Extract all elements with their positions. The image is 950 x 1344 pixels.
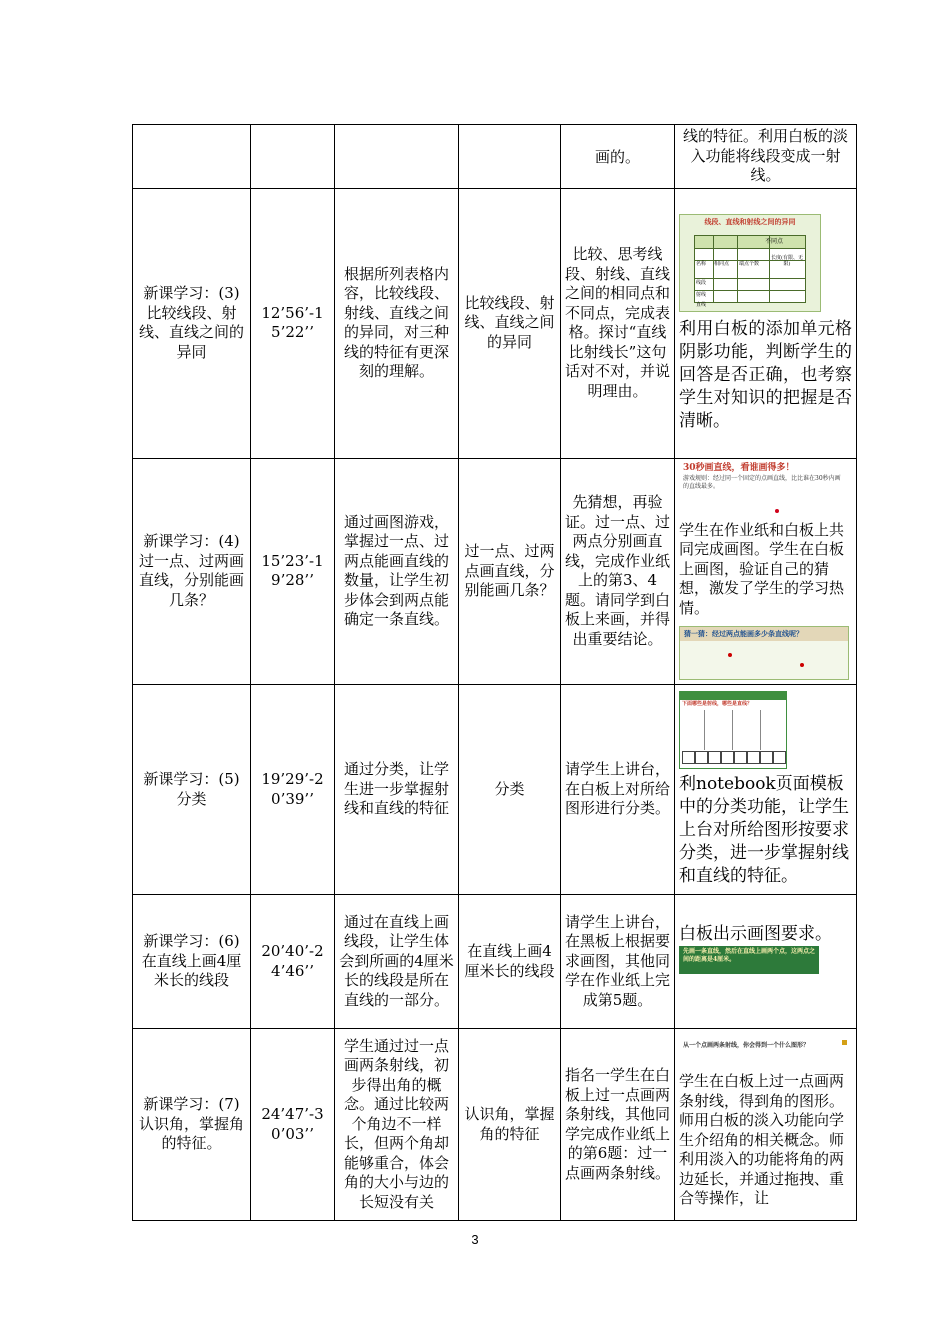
tech-cell	[675, 895, 857, 1029]
time-cell: 19’29’-20’39’’	[251, 685, 335, 895]
shape-tile	[760, 751, 773, 764]
row-segment: 线段	[696, 279, 707, 286]
tech-description: 学生在白板上过一点画两条射线，得到角的图形。师用白板的淡入功能向学生介绍角的相关概念。师利用淡入的功能将角的两边延长，并通过拖拽、重合等操作，让	[679, 1072, 845, 1208]
page-number: 3	[471, 1232, 479, 1247]
screenshot-title: 下面哪些是射线，哪些是直线？	[682, 701, 753, 707]
tech-description: 学生在作业纸和白板上共同完成画图。学生在白板上画图，验证自己的猜想，激发了学生的学习热情。	[679, 520, 845, 617]
table-row	[133, 125, 857, 189]
whiteboard-screenshot-requirement	[679, 946, 819, 974]
shape-tile	[773, 751, 786, 764]
table-row	[133, 188, 857, 458]
whiteboard-screenshot-angle	[679, 1040, 847, 1070]
time-cell: 12’56’-15’22’’	[251, 188, 335, 458]
screenshot-title: 线段、直线和射线之间的异同	[704, 216, 796, 226]
header-endpoints: 端点个数	[739, 260, 760, 267]
intent-cell: 通过分类，让学生进一步掌握射线和直线的特征	[335, 685, 459, 895]
point-a-icon	[728, 653, 732, 657]
screenshot-rules: 游戏规则：经过同一个固定的点画直线，比比谁在30秒内画的直线最多。	[683, 474, 841, 490]
intent-cell: 通过画图游戏，掌握过一点、过两点能画直线的数量，让学生初步体会到两点能确定一条直线。	[335, 458, 459, 685]
activity-cell: 请学生上讲台，在黑板上根据要求画图，其他同学在作业纸上完成第5题。	[561, 895, 675, 1029]
table-row	[133, 895, 857, 1029]
tech-cell	[675, 1029, 857, 1221]
activity-cell: 画的。	[561, 125, 675, 189]
stage-cell: 新课学习：(3)比较线段、射线、直线之间的异同	[133, 188, 251, 458]
fixed-point-icon	[775, 509, 779, 513]
header-name: 名称	[696, 260, 707, 267]
whiteboard-screenshot-compare-table	[679, 214, 821, 312]
content-cell: 过一点、过两点画直线，分别能画几条？	[459, 458, 561, 685]
whiteboard-screenshot-classify	[679, 691, 787, 769]
tech-cell	[675, 188, 857, 458]
shape-tile	[708, 751, 721, 764]
row-ray: 射线	[696, 291, 707, 298]
stage-cell: 新课学习：(7)认识角，掌握角的特征。	[133, 1029, 251, 1221]
tech-description: 白板出示画图要求。	[679, 924, 832, 944]
screenshot-title: 猜一猜：经过两点能画多少条直线呢？	[680, 627, 848, 641]
compare-table-grid	[694, 235, 806, 308]
shape-tile	[695, 751, 708, 764]
whiteboard-screenshot-game	[679, 461, 847, 519]
stage-cell	[133, 125, 251, 189]
content-cell: 在直线上画4厘米长的线段	[459, 895, 561, 1029]
stage-cell: 新课学习：(6)在直线上画4厘米长的线段	[133, 895, 251, 1029]
lesson-plan-table	[132, 124, 857, 1221]
tech-cell: 线的特征。利用白板的淡入功能将线段变成一射线。	[675, 125, 857, 189]
shape-tile	[734, 751, 747, 764]
activity-cell: 比较、思考线段、射线、直线之间的相同点和不同点，完成表格。探讨“直线比射线长”这句话对不对，并说明理由。	[561, 188, 675, 458]
screenshot-title: 30秒画直线，看谁画得多！	[683, 462, 795, 473]
content-cell: 分类	[459, 685, 561, 895]
time-cell: 20’40’-24’46’’	[251, 895, 335, 1029]
table-row	[133, 458, 857, 685]
screenshot-title: 先画一条直线，然后在直线上画两个点，这两点之间的距离是4厘米。	[683, 948, 816, 963]
stage-cell: 新课学习：(5)分类	[133, 685, 251, 895]
time-cell	[251, 125, 335, 189]
time-cell: 15’23’-19’28’’	[251, 458, 335, 685]
point-b-icon	[800, 663, 804, 667]
content-cell: 认识角，掌握角的特征	[459, 1029, 561, 1221]
whiteboard-screenshot-guess	[679, 626, 849, 680]
corner-marker-icon	[842, 1040, 847, 1045]
intent-cell: 通过在直线上画线段，让学生体会到所画的4厘米长的线段是所在直线的一部分。	[335, 895, 459, 1029]
table-row	[133, 685, 857, 895]
activity-cell: 请学生上讲台，在白板上对所给图形进行分类。	[561, 685, 675, 895]
shape-tile	[682, 751, 695, 764]
tech-cell	[675, 458, 857, 685]
intent-cell: 学生通过过一点画两条射线，初步得出角的概念。通过比较两个角边不一样长，但两个角却能够重合，体会角的大小与边的长短没有关	[335, 1029, 459, 1221]
content-cell: 比较线段、射线、直线之间的异同	[459, 188, 561, 458]
intent-cell	[335, 125, 459, 189]
header-length: 长度(有限、无限)	[771, 254, 803, 267]
shape-tile	[747, 751, 760, 764]
screenshot-title: 从一个点画两条射线，你会得到一个什么图形？	[683, 1042, 810, 1050]
activity-cell: 指名一学生在白板上过一点画两条射线，其他同学完成作业纸上的第6题：过一点画两条射线。	[561, 1029, 675, 1221]
time-cell: 24’47’-30’03’’	[251, 1029, 335, 1221]
tech-cell	[675, 685, 857, 895]
header-diff: 不同点	[765, 237, 784, 245]
header-same: 相同点	[714, 260, 730, 267]
tech-description: 利用白板的添加单元格阴影功能，判断学生的回答是否正确，也考察学生对知识的把握是否清晰。	[679, 318, 852, 431]
stage-cell: 新课学习：(4)过一点、过两画直线，分别能画几条？	[133, 458, 251, 685]
intent-cell: 根据所列表格内容，比较线段、射线、直线之间的异同，对三种线的特征有更深刻的理解。	[335, 188, 459, 458]
shape-tile	[721, 751, 734, 764]
activity-cell: 先猜想，再验证。过一点、过两点分别画直线，完成作业纸上的第3、4题。请同学到白板上来画，并得出重要结论。	[561, 458, 675, 685]
content-cell	[459, 125, 561, 189]
table-row	[133, 1029, 857, 1221]
row-line: 直线	[696, 301, 707, 308]
tech-description: 利notebook页面模板中的分类功能，让学生上台对所给图形按要求分类，进一步掌握射线和直线的特征。	[679, 774, 849, 886]
